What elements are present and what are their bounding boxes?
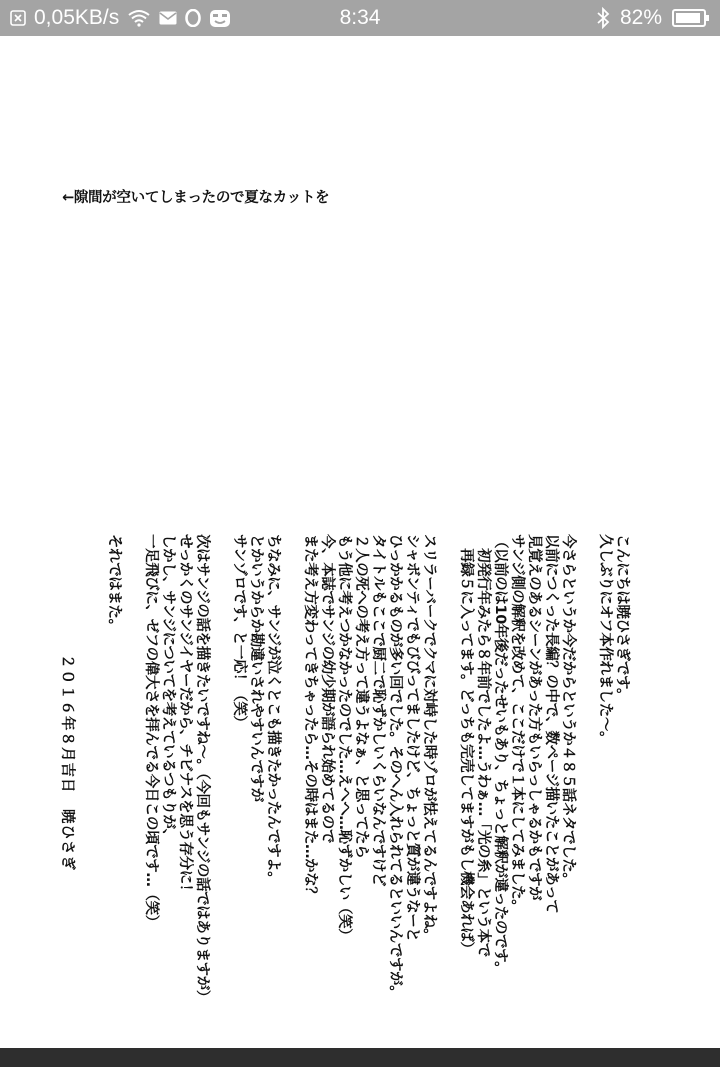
bottom-bar bbox=[0, 1048, 720, 1067]
text-line: 以前につくった長編？の中で、数ページ描いたことがあって bbox=[543, 534, 559, 914]
text-line: せっかくのサンジイヤーだから、チビナスを思う存分に！ bbox=[177, 534, 193, 898]
text-line: しかし、サンジについてを考えているつもりが、 bbox=[160, 534, 176, 843]
paragraph-gap bbox=[122, 534, 142, 1004]
face-icon bbox=[209, 8, 231, 28]
status-left bbox=[10, 0, 231, 36]
battery-percent: 82% bbox=[619, 6, 662, 29]
text-line: 久しぶりにオフ本作れました〜。 bbox=[597, 534, 613, 746]
afterword-text bbox=[58, 534, 630, 1004]
text-line: 再録５に入ってます。どっちも完売してますがもし機会あれば） bbox=[458, 534, 474, 956]
paragraph-gap bbox=[281, 534, 301, 1004]
text-line: こんにちは暁ひさぎです。 bbox=[614, 534, 630, 703]
status-bar bbox=[0, 0, 720, 36]
page-image bbox=[0, 36, 720, 1048]
paragraph-gap bbox=[437, 534, 457, 1004]
paragraph-gap bbox=[210, 534, 230, 1004]
afterword-block bbox=[59, 534, 630, 1014]
text-line: シャボンティでもびびってましたけど、ちょっと質が違うなーと bbox=[404, 534, 420, 942]
page-note: ←隙間が空いてしまったので夏なカットを bbox=[62, 190, 330, 206]
paragraph-gap bbox=[576, 534, 596, 1004]
signature: ２０１６年８月吉日 暁ひさぎ bbox=[59, 654, 75, 871]
text-line: タイトルもここで厨二で恥ずかしいくらいなんですけど bbox=[370, 534, 386, 887]
text-line: 見覚えのあるシーンがあった方もいらっしゃるかもですが bbox=[526, 534, 542, 901]
text-line: ひっかかるものが多い回でした。そのへん入れられてるといいんですが。 bbox=[387, 534, 403, 1000]
wifi-icon bbox=[127, 9, 151, 27]
text-line: とかいうからか勘違いされやすいんですが bbox=[248, 534, 264, 802]
text-line: ちなみに、サンジが泣くとこも描きたかったんですよ。 bbox=[265, 534, 281, 886]
text-line: また考え方変わってきちゃったら…その時はまた…かな？ bbox=[302, 534, 318, 901]
clock: 8:34 bbox=[339, 6, 381, 29]
close-box-icon bbox=[10, 10, 26, 26]
mail-icon bbox=[159, 11, 177, 25]
text-line: サンジ側の解釈を改めて、ここだけで１本にしてみました。 bbox=[509, 534, 525, 914]
text-line: 今、本誌でサンジの幼少期が語られ始めてるので bbox=[319, 534, 335, 844]
text-line: サンゾロです、と一応！（笑） bbox=[231, 534, 247, 730]
bluetooth-icon bbox=[596, 7, 610, 29]
network-speed: 0,05KB/s bbox=[34, 6, 120, 29]
text-line: 初発行年みたら８年前でしたよ…うわぁ…「光の糸」という本で bbox=[475, 534, 491, 957]
text-line: （以前のは10年後だったせいもあり、ちょっと解釈が違ったのです。 bbox=[492, 534, 508, 976]
text-line: 一足飛びに、ゼフの偉大さを拝んでる今日この頃です…（笑） bbox=[143, 534, 159, 929]
text-line: 次はサンジの話を描きたいですね〜。（今回もサンジの話ではありますが） bbox=[194, 534, 210, 1004]
battery-icon bbox=[672, 8, 710, 28]
text-line: それではまた。 bbox=[106, 534, 122, 633]
text-line: 今さらというか今だからというか４８５話ネタでした。 bbox=[560, 534, 576, 887]
text-line: もう他に考えつかなかったのでした…えへへ…恥ずかしい（笑） bbox=[336, 534, 352, 943]
opera-icon bbox=[185, 9, 201, 27]
text-line: スリラーバークでクマに対峙した時ゾロが怯えてるんですよね。 bbox=[421, 534, 437, 943]
text-line: ２人の死への考え方って違うよなぁ、と思ってたら bbox=[353, 534, 369, 859]
status-right bbox=[596, 0, 710, 36]
